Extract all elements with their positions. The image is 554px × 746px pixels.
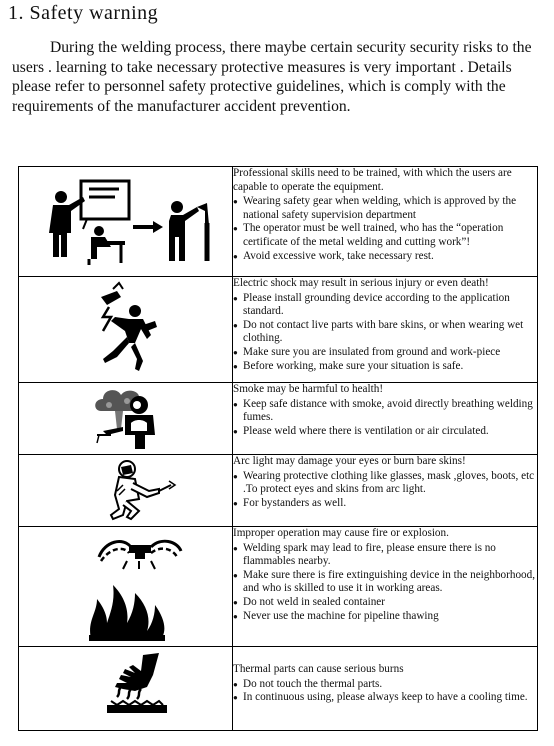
row-heading: Arc light may damage your eyes or burn bare skins! [233,455,466,467]
intro-text: During the welding process, there maybe certain security security risks to the users . learning to take necessary protective measures is very important . Details please refer to personnel safety protective guidelines, which is comply with the requirements of the manufacturer accident prevention. [12,39,532,115]
text-cell [233,383,538,455]
section-heading: 1. Safety warning [8,2,159,24]
table-row [19,167,538,277]
row-heading: Thermal parts can cause serious burns [233,663,404,675]
training-icon [31,167,221,271]
table-row [19,647,538,731]
smoke-icon [31,383,221,453]
bullet-item: ● Make sure there is fire extinguishing device in the neighborhood, and who is skilled to use it in working areas. [233,569,537,596]
bullet-item: ● Never use the machine for pipeline thawing [233,610,537,624]
text-cell [233,527,538,647]
bullet-item: ● Wearing protective clothing like glasses, mask ,gloves, boots, etc .To protect eyes and skins from arc light. [233,470,537,497]
fire-icon [31,527,221,643]
bullet-item: ● For bystanders as well. [233,497,537,511]
icon-cell [19,277,233,383]
bullet-item: ● Do not touch the thermal parts. [233,678,537,692]
icon-cell [19,383,233,455]
bullet-item: ● Wearing safety gear when welding, which is approved by the national safety supervision department [233,195,537,222]
hot-surface-icon [31,647,221,727]
row-heading: Professional skills need to be trained, with which the users are capable to operate the equipment. [233,167,512,193]
bullet-item: ● Make sure you are insulated from ground and work-piece [233,346,537,360]
bullet-item: ● Welding spark may lead to fire, please ensure there is no flammables nearby. [233,542,537,569]
icon-cell [19,527,233,647]
icon-cell [19,455,233,527]
bullet-item: ● The operator must be well trained, who has the “operation certificate of the metal welding and cutting work”! [233,222,537,249]
bullet-item: ● Before working, make sure your situation is safe. [233,360,537,374]
bullet-item: ● Please install grounding device according to the application standard. [233,292,537,319]
bullet-item: ● Please weld where there is ventilation or air circulated. [233,425,537,439]
safety-table [18,166,538,731]
text-cell [233,455,538,527]
bullet-item: ● Keep safe distance with smoke, avoid directly breathing welding fumes. [233,398,537,425]
text-cell [233,167,538,277]
icon-cell [19,647,233,731]
bullet-item: ● Do not weld in sealed container [233,596,537,610]
text-cell [233,277,538,383]
row-heading: Improper operation may cause fire or explosion. [233,527,449,539]
electric-shock-icon [31,277,221,377]
table-row [19,455,538,527]
text-cell [233,647,538,731]
bullet-item: ● In continuous using, please always keep to have a cooling time. [233,691,537,705]
row-heading: Electric shock may result in serious injury or even death! [233,277,489,289]
arc-light-icon [31,455,221,525]
table-row [19,383,538,455]
table-row [19,527,538,647]
intro-paragraph [12,38,542,116]
bullet-item: ● Avoid excessive work, take necessary rest. [233,250,537,264]
table-row [19,277,538,383]
bullet-item: ● Do not contact live parts with bare skins, or when wearing wet clothing. [233,319,537,346]
icon-cell [19,167,233,277]
row-heading: Smoke may be harmful to health! [233,383,384,395]
